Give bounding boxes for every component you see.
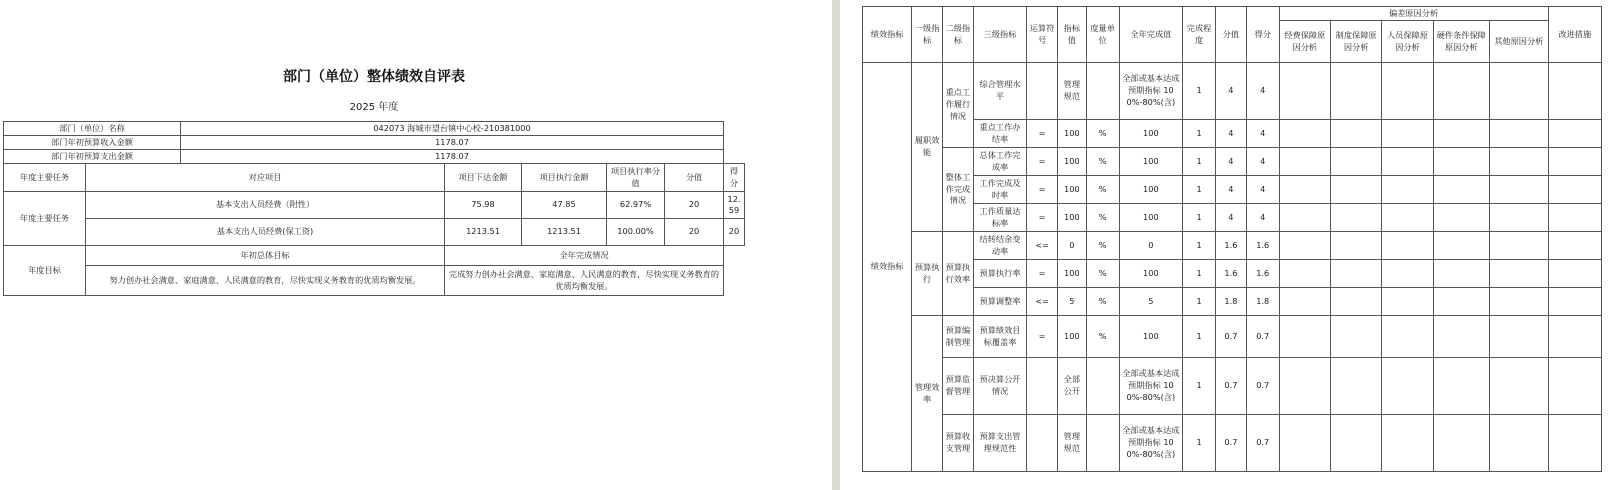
header-deviation: 偏差原因分析 <box>1279 7 1548 21</box>
empty-analysis-cell <box>1382 204 1433 232</box>
value-cell: 5 <box>1057 288 1086 316</box>
level2-cell: 预算编制管理 <box>943 316 974 358</box>
empty-analysis-cell <box>1330 288 1381 316</box>
level3-cell: 预算调整率 <box>973 288 1026 316</box>
degree-cell: 1 <box>1183 176 1216 204</box>
annual-cell: 100 <box>1119 204 1183 232</box>
empty-analysis-cell <box>1330 316 1381 358</box>
empty-analysis-cell <box>1382 120 1433 148</box>
goal-initial-header: 年初总体目标 <box>86 246 445 266</box>
empty-analysis-cell <box>1490 288 1549 316</box>
empty-analysis-cell <box>1548 232 1601 260</box>
task-score-value: 20 <box>665 219 724 246</box>
indicator-row <box>863 148 1602 176</box>
empty-analysis-cell <box>1548 415 1601 472</box>
indicator-row <box>863 63 1602 120</box>
degree-cell: 1 <box>1183 232 1216 260</box>
level3-cell: 重点工作办结率 <box>973 120 1026 148</box>
empty-analysis-cell <box>1433 260 1489 288</box>
score-cell: 4 <box>1246 148 1279 176</box>
indicator-row <box>863 358 1602 415</box>
operator-cell: = <box>1027 120 1058 148</box>
score-value-cell: 4 <box>1216 176 1247 204</box>
score-cell: 1.8 <box>1246 288 1279 316</box>
empty-analysis-cell <box>1433 358 1489 415</box>
header-dev-funding: 经费保障原因分析 <box>1279 21 1330 63</box>
task-col-header: 得分 <box>724 164 745 192</box>
unit-cell: % <box>1086 176 1119 204</box>
annual-cell: 100 <box>1119 176 1183 204</box>
empty-analysis-cell <box>1382 316 1433 358</box>
unit-cell <box>1086 358 1119 415</box>
empty-analysis-cell <box>1382 232 1433 260</box>
empty-analysis-cell <box>1490 148 1549 176</box>
empty-analysis-cell <box>1330 415 1381 472</box>
empty-analysis-cell <box>1382 148 1433 176</box>
annual-cell: 0 <box>1119 232 1183 260</box>
empty-analysis-cell <box>1490 232 1549 260</box>
value-cell: 全部公开 <box>1057 358 1086 415</box>
level3-cell: 预算绩效目标覆盖率 <box>973 316 1026 358</box>
degree-cell: 1 <box>1183 63 1216 120</box>
task-executed: 47.85 <box>522 192 607 219</box>
performance-indicator-table <box>862 6 1602 472</box>
annual-cell: 100 <box>1119 316 1183 358</box>
level3-cell: 综合管理水平 <box>973 63 1026 120</box>
empty-analysis-cell <box>1279 260 1330 288</box>
operator-cell: = <box>1027 176 1058 204</box>
income-row <box>4 136 745 150</box>
task-col-header: 项目下达金额 <box>445 164 522 192</box>
dept-name-row <box>4 122 745 136</box>
header-unit: 度量单位 <box>1086 7 1119 63</box>
score-cell: 0.7 <box>1246 415 1279 472</box>
task-col-header: 项目执行金额 <box>522 164 607 192</box>
empty-analysis-cell <box>1433 288 1489 316</box>
value-cell: 100 <box>1057 204 1086 232</box>
indicator-row <box>863 204 1602 232</box>
task-header-label: 年度主要任务 <box>4 164 86 192</box>
unit-cell <box>1086 63 1119 120</box>
empty-analysis-cell <box>1330 148 1381 176</box>
score-value-cell: 4 <box>1216 63 1247 120</box>
unit-cell: % <box>1086 260 1119 288</box>
header-annual: 全年完成值 <box>1119 7 1183 63</box>
score-cell: 1.6 <box>1246 232 1279 260</box>
indicator-row <box>863 316 1602 358</box>
value-cell: 管理规范 <box>1057 63 1086 120</box>
indicator-row <box>863 260 1602 288</box>
goal-result-header: 全年完成情况 <box>445 246 724 266</box>
score-value-cell: 1.8 <box>1216 288 1247 316</box>
score-value-cell: 0.7 <box>1216 415 1247 472</box>
unit-cell <box>1086 415 1119 472</box>
empty-analysis-cell <box>1548 358 1601 415</box>
header-row-1 <box>863 7 1602 21</box>
indicator-label: 绩效指标 <box>863 63 912 472</box>
score-cell: 4 <box>1246 120 1279 148</box>
empty-analysis-cell <box>1548 120 1601 148</box>
level3-cell: 预算执行率 <box>973 260 1026 288</box>
empty-analysis-cell <box>1330 204 1381 232</box>
operator-cell: = <box>1027 204 1058 232</box>
level3-cell: 预决算公开情况 <box>973 358 1026 415</box>
empty-analysis-cell <box>1279 288 1330 316</box>
empty-analysis-cell <box>1433 148 1489 176</box>
empty-analysis-cell <box>1433 415 1489 472</box>
expense-row <box>4 150 745 164</box>
operator-cell: = <box>1027 260 1058 288</box>
level3-cell: 预算支出管理规范性 <box>973 415 1026 472</box>
goal-result-text: 完成努力创办社会满意、家庭满意、人民满意的教育，尽快实现义务教育的优质均衡发展。 <box>445 266 724 296</box>
empty-analysis-cell <box>1548 63 1601 120</box>
empty-analysis-cell <box>1279 358 1330 415</box>
degree-cell: 1 <box>1183 288 1216 316</box>
goal-header-row <box>4 246 745 266</box>
task-col-header: 项目执行率分值 <box>607 164 665 192</box>
degree-cell: 1 <box>1183 148 1216 176</box>
header-operator: 运算符号 <box>1027 7 1058 63</box>
value-cell: 100 <box>1057 260 1086 288</box>
level3-cell: 工作质量达标率 <box>973 204 1026 232</box>
degree-cell: 1 <box>1183 358 1216 415</box>
empty-analysis-cell <box>1279 63 1330 120</box>
task-score-value: 20 <box>665 192 724 219</box>
annual-cell: 全部或基本达成预期指标 100%-80%(含) <box>1119 358 1183 415</box>
expense-label: 部门年初预算支出金额 <box>4 150 181 164</box>
empty-analysis-cell <box>1490 204 1549 232</box>
empty-analysis-cell <box>1382 260 1433 288</box>
empty-analysis-cell <box>1382 176 1433 204</box>
header-dev-other: 其他原因分析 <box>1490 21 1549 63</box>
operator-cell: <= <box>1027 288 1058 316</box>
empty-analysis-cell <box>1490 358 1549 415</box>
empty-analysis-cell <box>1433 204 1489 232</box>
header-dev-staff: 人员保障原因分析 <box>1382 21 1433 63</box>
annual-cell: 100 <box>1119 120 1183 148</box>
score-value-cell: 4 <box>1216 120 1247 148</box>
operator-cell: = <box>1027 148 1058 176</box>
degree-cell: 1 <box>1183 120 1216 148</box>
degree-cell: 1 <box>1183 415 1216 472</box>
dept-name-label: 部门（单位）名称 <box>4 122 181 136</box>
header-level3: 三级指标 <box>973 7 1026 63</box>
empty-analysis-cell <box>1382 358 1433 415</box>
level3-cell: 结转结余变动率 <box>973 232 1026 260</box>
empty-analysis-cell <box>1330 120 1381 148</box>
header-indicator: 绩效指标 <box>863 7 912 63</box>
income-label: 部门年初预算收入金额 <box>4 136 181 150</box>
empty-analysis-cell <box>1490 260 1549 288</box>
empty-analysis-cell <box>1279 415 1330 472</box>
goal-label: 年度目标 <box>4 246 86 296</box>
empty-analysis-cell <box>1433 176 1489 204</box>
goal-text-row <box>4 266 745 296</box>
task-issued: 1213.51 <box>445 219 522 246</box>
value-cell: 100 <box>1057 176 1086 204</box>
level1-cell: 预算执行 <box>912 232 943 316</box>
level2-cell: 重点工作履行情况 <box>943 63 974 148</box>
unit-cell: % <box>1086 232 1119 260</box>
empty-analysis-cell <box>1548 260 1601 288</box>
empty-analysis-cell <box>1330 176 1381 204</box>
score-value-cell: 0.7 <box>1216 358 1247 415</box>
task-col-header: 分值 <box>665 164 724 192</box>
indicator-row <box>863 288 1602 316</box>
value-cell: 100 <box>1057 316 1086 358</box>
score-value-cell: 1.6 <box>1216 260 1247 288</box>
value-cell: 100 <box>1057 148 1086 176</box>
level3-cell: 工作完成及时率 <box>973 176 1026 204</box>
level3-cell: 总体工作完成率 <box>973 148 1026 176</box>
annual-cell: 全部或基本达成预期指标 100%-80%(含) <box>1119 63 1183 120</box>
indicator-row <box>863 415 1602 472</box>
annual-cell: 5 <box>1119 288 1183 316</box>
empty-analysis-cell <box>1548 176 1601 204</box>
empty-analysis-cell <box>1382 288 1433 316</box>
score-cell: 4 <box>1246 176 1279 204</box>
task-rate: 100.00% <box>607 219 665 246</box>
score-value-cell: 4 <box>1216 148 1247 176</box>
empty-analysis-cell <box>1490 415 1549 472</box>
self-evaluation-table <box>3 121 745 296</box>
empty-analysis-cell <box>1433 316 1489 358</box>
annual-cell: 100 <box>1119 148 1183 176</box>
operator-cell: <= <box>1027 232 1058 260</box>
value-cell: 100 <box>1057 120 1086 148</box>
unit-cell: % <box>1086 288 1119 316</box>
expense-value: 1178.07 <box>181 150 724 164</box>
level2-cell: 预算监督管理 <box>943 358 974 415</box>
level2-cell: 预算执行效率 <box>943 232 974 316</box>
operator-cell <box>1027 358 1058 415</box>
indicator-row <box>863 120 1602 148</box>
task-score: 20 <box>724 219 745 246</box>
empty-analysis-cell <box>1548 148 1601 176</box>
empty-analysis-cell <box>1279 148 1330 176</box>
value-cell: 管理规范 <box>1057 415 1086 472</box>
empty-analysis-cell <box>1330 260 1381 288</box>
empty-analysis-cell <box>1279 120 1330 148</box>
score-value-cell: 4 <box>1216 204 1247 232</box>
task-executed: 1213.51 <box>522 219 607 246</box>
empty-analysis-cell <box>1490 176 1549 204</box>
task-group-label: 年度主要任务 <box>4 192 86 246</box>
task-header-row <box>4 164 745 192</box>
score-cell: 4 <box>1246 63 1279 120</box>
task-project: 基本支出人员经费（附性） <box>86 192 445 219</box>
level1-cell: 管理效率 <box>912 316 943 472</box>
empty-analysis-cell <box>1330 358 1381 415</box>
score-cell: 1.6 <box>1246 260 1279 288</box>
task-row <box>4 192 745 219</box>
task-project: 基本支出人员经费(保工资) <box>86 219 445 246</box>
empty-analysis-cell <box>1330 232 1381 260</box>
header-score-value: 分值 <box>1216 7 1247 63</box>
header-level1: 一级指标 <box>912 7 943 63</box>
score-cell: 4 <box>1246 204 1279 232</box>
task-score: 12.59 <box>724 192 745 219</box>
indicator-row <box>863 176 1602 204</box>
empty-analysis-cell <box>1548 316 1601 358</box>
empty-analysis-cell <box>1548 204 1601 232</box>
operator-cell <box>1027 415 1058 472</box>
empty-analysis-cell <box>1279 316 1330 358</box>
empty-analysis-cell <box>1382 63 1433 120</box>
goal-initial-text: 努力创办社会满意、家庭满意、人民满意的教育，尽快实现义务教育的优质均衡发展。 <box>86 266 445 296</box>
page-gutter <box>832 0 840 490</box>
unit-cell: % <box>1086 148 1119 176</box>
score-value-cell: 1.6 <box>1216 232 1247 260</box>
indicator-row <box>863 232 1602 260</box>
header-improve: 改进措施 <box>1548 7 1601 63</box>
level2-cell: 整体工作完成情况 <box>943 148 974 232</box>
score-value-cell: 0.7 <box>1216 316 1247 358</box>
empty-analysis-cell <box>1433 63 1489 120</box>
score-cell: 0.7 <box>1246 358 1279 415</box>
empty-analysis-cell <box>1490 63 1549 120</box>
operator-cell <box>1027 63 1058 120</box>
header-score: 得分 <box>1246 7 1279 63</box>
header-value: 指标值 <box>1057 7 1086 63</box>
task-rate: 62.97% <box>607 192 665 219</box>
operator-cell: = <box>1027 316 1058 358</box>
unit-cell: % <box>1086 204 1119 232</box>
value-cell: 0 <box>1057 232 1086 260</box>
annual-cell: 100 <box>1119 260 1183 288</box>
unit-cell: % <box>1086 120 1119 148</box>
level1-cell: 履职效能 <box>912 63 943 232</box>
header-level2: 二级指标 <box>943 7 974 63</box>
empty-analysis-cell <box>1433 232 1489 260</box>
header-degree: 完成程度 <box>1183 7 1216 63</box>
task-row <box>4 219 745 246</box>
empty-analysis-cell <box>1330 63 1381 120</box>
empty-analysis-cell <box>1279 204 1330 232</box>
unit-cell: % <box>1086 316 1119 358</box>
empty-analysis-cell <box>1433 120 1489 148</box>
document-title: 部门（单位）整体绩效自评表 <box>283 69 465 85</box>
income-value: 1178.07 <box>181 136 724 150</box>
degree-cell: 1 <box>1183 204 1216 232</box>
header-dev-system: 制度保障原因分析 <box>1330 21 1381 63</box>
empty-analysis-cell <box>1382 415 1433 472</box>
annual-cell: 全部或基本达成预期指标 100%-80%(含) <box>1119 415 1183 472</box>
empty-analysis-cell <box>1279 232 1330 260</box>
empty-analysis-cell <box>1279 176 1330 204</box>
level2-cell: 预算收支管理 <box>943 415 974 472</box>
empty-analysis-cell <box>1548 288 1601 316</box>
dept-name-value: 042073 海城市望台镇中心校-210381000 <box>181 122 724 136</box>
task-issued: 75.98 <box>445 192 522 219</box>
document-year: 2025 年度 <box>349 102 399 113</box>
empty-analysis-cell <box>1490 120 1549 148</box>
empty-analysis-cell <box>1490 316 1549 358</box>
header-dev-hardware: 硬件条件保障原因分析 <box>1433 21 1489 63</box>
degree-cell: 1 <box>1183 316 1216 358</box>
task-col-header: 对应项目 <box>86 164 445 192</box>
degree-cell: 1 <box>1183 260 1216 288</box>
score-cell: 0.7 <box>1246 316 1279 358</box>
